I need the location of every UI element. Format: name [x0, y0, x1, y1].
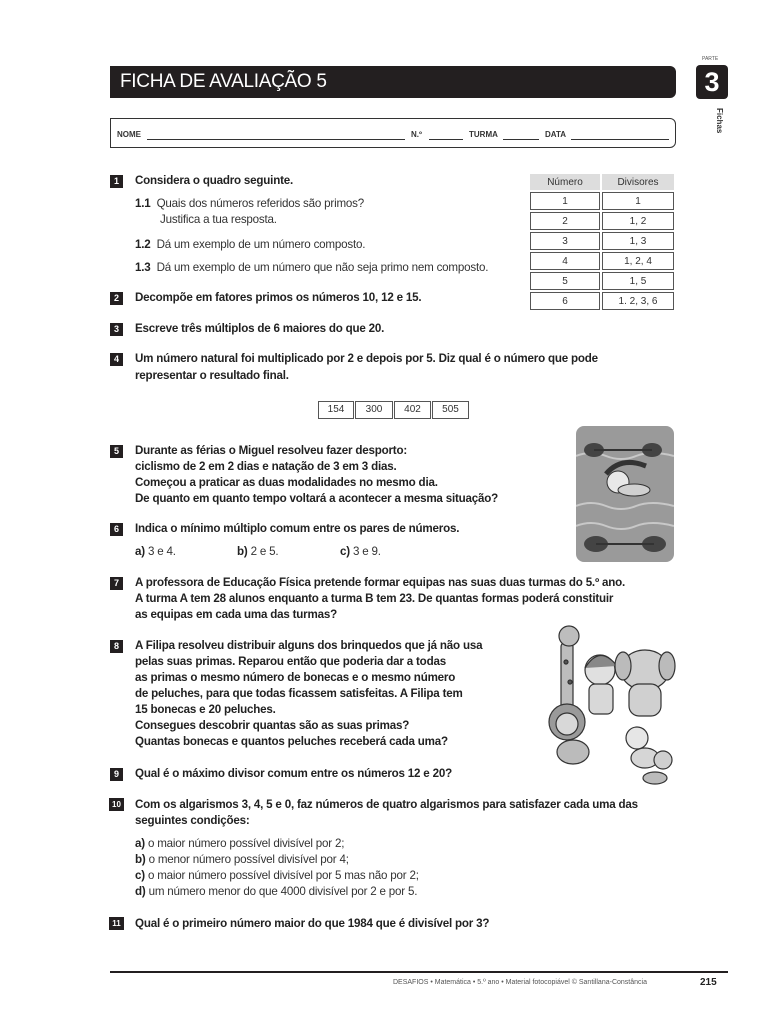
question-number-3: 3 [110, 323, 123, 336]
table-cell: 6 [530, 292, 600, 310]
table-cell: 1, 3 [602, 232, 674, 250]
name-label: NOME [117, 130, 141, 139]
question-6-a [135, 544, 176, 560]
answer-option[interactable]: 154 [318, 401, 354, 419]
sub-text: 3 e 9. [352, 545, 381, 558]
sub-label: b) [237, 545, 248, 558]
question-2-text: Decompõe em fatores primos os números 10, 12 e 15. [135, 291, 422, 304]
question-8-line1: A Filipa resolveu distribuir alguns dos brinquedos que já não usa [135, 639, 483, 652]
parte-number-badge: 3 [696, 65, 728, 99]
question-5-line3: Começou a praticar as duas modalidades no mesmo dia. [135, 476, 438, 489]
sub-label: b) [135, 853, 146, 866]
date-label: DATA [545, 130, 567, 139]
question-8-line7: Quantas bonecas e quantos peluches receberá cada uma? [135, 735, 448, 748]
divisors-table [528, 172, 676, 312]
question-10-line2: seguintes condições: [135, 814, 250, 827]
table-cell: 1, 2, 4 [602, 252, 674, 270]
question-10-b [135, 852, 349, 868]
question-number-4: 4 [110, 353, 123, 366]
sub-text: um número menor do que 4000 divisível por 2 e por 5. [148, 885, 418, 898]
table-cell: 1. 2, 3, 6 [602, 292, 674, 310]
table-row [530, 192, 674, 210]
table-row [530, 232, 674, 250]
parte-label: PARTE [702, 56, 719, 62]
question-1-text: Considera o quadro seguinte. [135, 174, 294, 187]
sub-text: o maior número possível divisível por 5 mas não por 2; [147, 869, 419, 882]
question-4-line2: representar o resultado final. [135, 369, 289, 382]
question-number-7: 7 [110, 577, 123, 590]
question-5-line4: De quanto em quanto tempo voltará a acontecer a mesma situação? [135, 492, 499, 505]
table-cell: 1, 2 [602, 212, 674, 230]
question-7-line2: A turma A tem 28 alunos enquanto a turma B tem 23. De quantas formas poderá constituir [135, 592, 614, 605]
question-number-1: 1 [110, 175, 123, 188]
sub-label: c) [340, 545, 350, 558]
table-cell: 1 [530, 192, 600, 210]
table-cell: 3 [530, 232, 600, 250]
question-6-c [340, 544, 381, 560]
table-header-number: Número [530, 174, 600, 190]
swimmer-illustration [576, 426, 674, 562]
question-10-c [135, 868, 419, 884]
question-1-2 [135, 237, 365, 253]
table-cell: 1, 5 [602, 272, 674, 290]
question-number-10: 10 [109, 798, 124, 811]
question-6-b [237, 544, 278, 560]
sub-number: 1.3 [135, 261, 151, 274]
question-number-11: 11 [109, 917, 124, 930]
answer-option[interactable]: 402 [394, 401, 431, 419]
question-10-line1: Com os algarismos 3, 4, 5 e 0, faz números de quatro algarismos para satisfazer cada uma das [135, 798, 638, 811]
student-info-box [110, 118, 676, 148]
question-10-d [135, 884, 417, 900]
sub-number: 1.2 [135, 238, 151, 251]
sub-label: c) [135, 869, 145, 882]
page-number: 215 [700, 977, 717, 988]
question-8-line2: pelas suas primas. Reparou então que poderia dar a todas [135, 655, 446, 668]
question-8-line3: as primas o mesmo número de bonecas e o mesmo número [135, 671, 456, 684]
table-cell: 1 [602, 192, 674, 210]
question-1-1-line2: Justifica a tua resposta. [160, 213, 277, 226]
sub-text: 2 e 5. [250, 545, 279, 558]
answer-option[interactable]: 300 [355, 401, 393, 419]
sub-text: o menor número possível divisível por 4; [148, 853, 349, 866]
question-1-1 [135, 196, 364, 212]
sub-text: o maior número possível divisível por 2; [147, 837, 345, 850]
footer-text: DESAFIOS • Matemática • 5.º ano • Material fotocopiável © Santillana-Constância [393, 979, 647, 986]
table-cell: 5 [530, 272, 600, 290]
table-row [530, 252, 674, 270]
table-row [530, 292, 674, 310]
question-11-text: Qual é o primeiro número maior do que 1984 que é divisível por 3? [135, 917, 490, 930]
question-9-text: Qual é o máximo divisor comum entre os números 12 e 20? [135, 767, 452, 780]
toys-illustration [545, 622, 680, 788]
sub-label: a) [135, 837, 145, 850]
question-number-2: 2 [110, 292, 123, 305]
sub-number: 1.1 [135, 197, 151, 210]
table-cell: 2 [530, 212, 600, 230]
question-5-line1: Durante as férias o Miguel resolveu fazer desporto: [135, 444, 407, 457]
table-header-divisors: Divisores [602, 174, 674, 190]
question-8-line4: de peluches, para que todas ficassem satisfeitas. A Filipa tem [135, 687, 463, 700]
class-label: TURMA [469, 130, 498, 139]
question-10-a [135, 836, 344, 852]
question-7-line3: as equipas em cada uma das turmas? [135, 608, 337, 621]
footer-divider [110, 971, 728, 973]
question-7-line1: A professora de Educação Física pretende formar equipas nas suas duas turmas do 5.º ano. [135, 576, 626, 589]
table-row [530, 272, 674, 290]
question-number-8: 8 [110, 640, 123, 653]
sub-text: Dá um exemplo de um número composto. [156, 238, 366, 251]
question-4-line1: Um número natural foi multiplicado por 2 e depois por 5. Diz qual é o número que pode [135, 352, 598, 365]
question-8-line6: Consegues descobrir quantas são as suas primas? [135, 719, 410, 732]
date-field[interactable] [571, 139, 669, 140]
sub-text: 3 e 4. [147, 545, 176, 558]
table-cell: 4 [530, 252, 600, 270]
table-row [530, 212, 674, 230]
answer-option[interactable]: 505 [432, 401, 469, 419]
sub-text: Quais dos números referidos são primos? [156, 197, 365, 210]
class-field[interactable] [503, 139, 539, 140]
number-field[interactable] [429, 139, 463, 140]
sub-text: Dá um exemplo de um número que não seja primo nem composto. [156, 261, 489, 274]
question-number-5: 5 [110, 445, 123, 458]
question-6-text: Indica o mínimo múltiplo comum entre os pares de números. [135, 522, 460, 535]
page-title: FICHA DE AVALIAÇÃO 5 [110, 66, 676, 98]
question-8-line5: 15 bonecas e 20 peluches. [135, 703, 276, 716]
question-number-9: 9 [110, 768, 123, 781]
number-label: N.º [411, 130, 422, 139]
question-5-line2: ciclismo de 2 em 2 dias e natação de 3 em 3 dias. [135, 460, 397, 473]
question-3-text: Escreve três múltiplos de 6 maiores do que 20. [135, 322, 385, 335]
side-section-label: Fichas [715, 108, 724, 134]
sub-label: d) [135, 885, 146, 898]
sub-label: a) [135, 545, 145, 558]
question-number-6: 6 [110, 523, 123, 536]
question-1-3 [135, 260, 488, 276]
name-field[interactable] [147, 139, 405, 140]
